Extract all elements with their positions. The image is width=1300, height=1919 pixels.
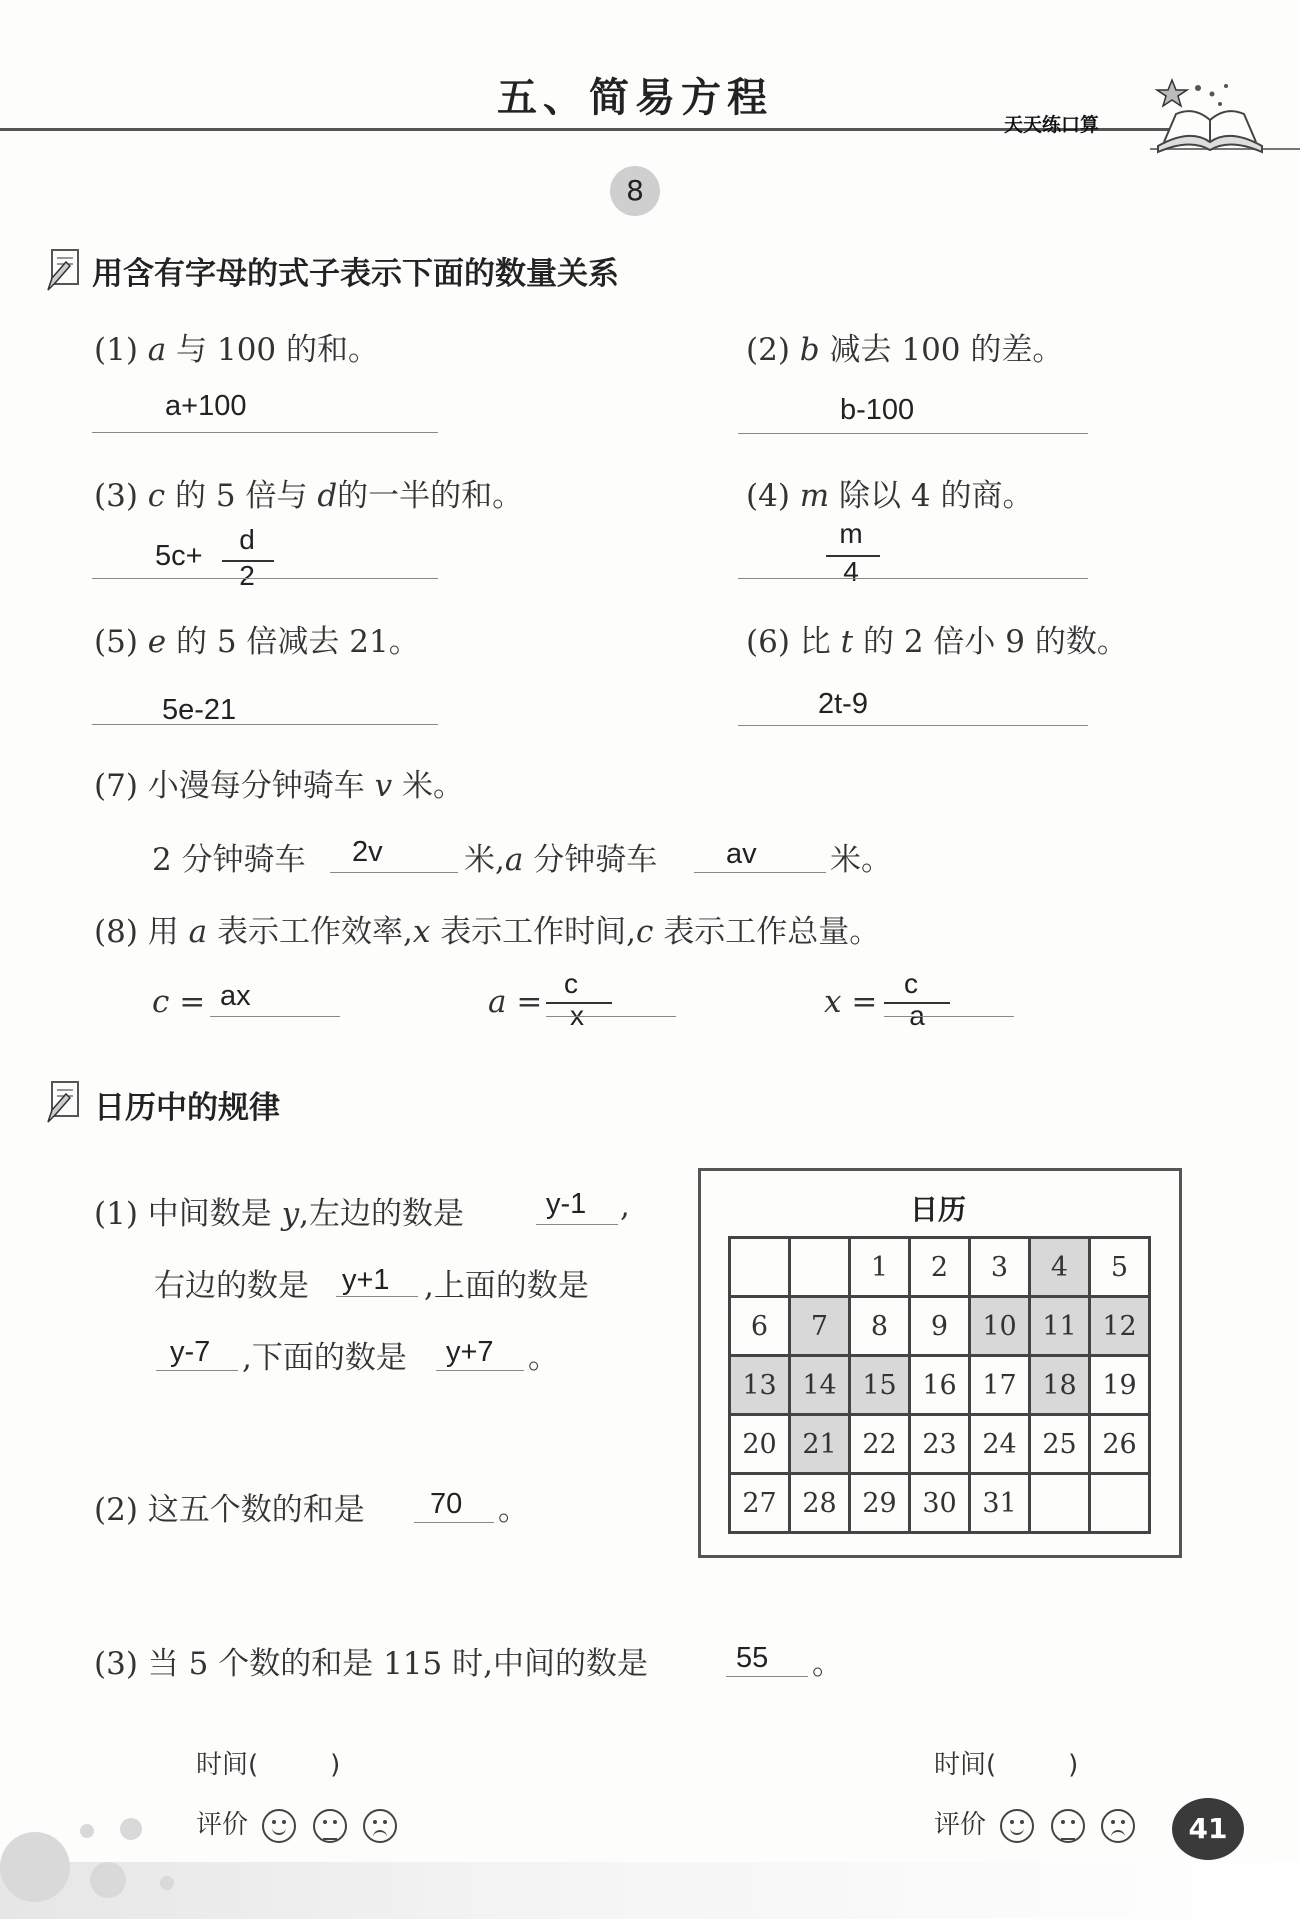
decor-dot xyxy=(120,1818,142,1840)
answer-line-right xyxy=(336,1296,418,1297)
answer-line-middle xyxy=(726,1676,808,1677)
formula-a-label: a = xyxy=(488,984,543,1020)
calendar-cell: 4 xyxy=(1030,1238,1090,1297)
answer-line-up xyxy=(156,1370,238,1371)
calendar-cell: 8 xyxy=(850,1297,910,1356)
answer-1: a+100 xyxy=(165,390,247,422)
answer-line-3 xyxy=(92,578,438,579)
calendar-grid xyxy=(728,1236,1151,1534)
calendar-question-1-line3: ,下面的数是 xyxy=(242,1340,407,1376)
happy-face-icon[interactable] xyxy=(1000,1809,1034,1843)
calendar-row xyxy=(730,1474,1150,1533)
answer-8-a-numerator: c xyxy=(564,968,578,999)
answer-sum: 70 xyxy=(430,1488,463,1520)
answer-8-a-denominator: x xyxy=(570,1000,584,1031)
question-1: (1) a 与 100 的和。 xyxy=(94,332,380,368)
pencil-note-icon xyxy=(44,248,82,292)
calendar-row xyxy=(730,1238,1150,1297)
calendar-cell: 28 xyxy=(790,1474,850,1533)
period: 。 xyxy=(528,1340,559,1376)
question-8: (8) 用 a 表示工作效率,x 表示工作时间,c 表示工作总量。 xyxy=(94,914,881,950)
answer-2: b-100 xyxy=(840,394,915,426)
calendar-cell: 16 xyxy=(910,1356,970,1415)
answer-line-7b xyxy=(694,872,826,873)
answer-4-numerator: m xyxy=(839,518,863,549)
calendar-cell: 3 xyxy=(970,1238,1030,1297)
calendar-cell: 5 xyxy=(1090,1238,1150,1297)
calendar-row xyxy=(730,1356,1150,1415)
calendar-cell xyxy=(730,1238,790,1297)
answer-line-2 xyxy=(738,433,1088,434)
answer-line-1 xyxy=(92,432,438,433)
answer-8-x-denominator: a xyxy=(909,1000,925,1031)
calendar-cell: 14 xyxy=(790,1356,850,1415)
question-7-line2d: 米。 xyxy=(830,842,892,878)
calendar-cell: 31 xyxy=(970,1474,1030,1533)
formula-c-label: c = xyxy=(152,984,206,1020)
calendar-cell: 10 xyxy=(970,1297,1030,1356)
decor-dot xyxy=(0,1832,70,1902)
answer-line-6 xyxy=(738,725,1088,726)
question-5: (5) e 的 5 倍减去 21。 xyxy=(94,624,420,660)
calendar-question-1-line2a: 右边的数是 xyxy=(154,1268,309,1304)
decor-dot xyxy=(90,1862,126,1898)
question-6: (6) 比 t 的 2 倍小 9 的数。 xyxy=(746,624,1128,660)
calendar-cell: 2 xyxy=(910,1238,970,1297)
answer-left-number: y-1 xyxy=(546,1188,587,1220)
calendar-cell: 27 xyxy=(730,1474,790,1533)
sad-face-icon[interactable] xyxy=(1101,1809,1135,1843)
time-label-right: 时间( ) xyxy=(934,1750,1079,1780)
answer-5: 5e-21 xyxy=(162,694,237,726)
calendar-cell: 1 xyxy=(850,1238,910,1297)
calendar-cell: 13 xyxy=(730,1356,790,1415)
answer-line-7a xyxy=(330,872,458,873)
decor-dot xyxy=(160,1876,174,1890)
calendar-cell xyxy=(1090,1474,1150,1533)
page-number: 41 xyxy=(1172,1798,1244,1860)
calendar-cell: 15 xyxy=(850,1356,910,1415)
answer-line-left xyxy=(536,1224,618,1225)
section-title: 日历中的规律 xyxy=(94,1090,280,1126)
open-book-icon xyxy=(1150,76,1270,156)
answer-6: 2t-9 xyxy=(818,688,868,720)
calendar-cell: 17 xyxy=(970,1356,1030,1415)
neutral-face-icon[interactable] xyxy=(313,1809,347,1843)
answer-line-5 xyxy=(92,724,438,725)
question-4: (4) m 除以 4 的商。 xyxy=(746,478,1034,514)
calendar-cell: 19 xyxy=(1090,1356,1150,1415)
calendar-question-2: (2) 这五个数的和是 xyxy=(94,1492,365,1528)
header-rule xyxy=(0,128,1170,131)
answer-line-sum xyxy=(414,1522,494,1523)
calendar-row xyxy=(730,1297,1150,1356)
calendar-cell: 7 xyxy=(790,1297,850,1356)
answer-line-8x xyxy=(884,1016,1014,1017)
comma: , xyxy=(620,1188,630,1224)
calendar-cell: 12 xyxy=(1090,1297,1150,1356)
calendar-cell: 24 xyxy=(970,1415,1030,1474)
happy-face-icon[interactable] xyxy=(262,1809,296,1843)
calendar-question-3: (3) 当 5 个数的和是 115 时,中间的数是 xyxy=(94,1646,648,1682)
answer-7b: av xyxy=(726,838,757,870)
calendar-cell: 9 xyxy=(910,1297,970,1356)
period: 。 xyxy=(498,1492,529,1528)
calendar-cell: 29 xyxy=(850,1474,910,1533)
calendar-cell: 20 xyxy=(730,1415,790,1474)
calendar-cell xyxy=(1030,1474,1090,1533)
question-3: (3) c 的 5 倍与 d的一半的和。 xyxy=(94,478,524,514)
calendar-cell: 18 xyxy=(1030,1356,1090,1415)
brand-label: 天天练口算 xyxy=(1004,114,1100,136)
decor-dot xyxy=(80,1824,94,1838)
answer-right-number: y+1 xyxy=(342,1264,390,1296)
chapter-title: 五、简易方程 xyxy=(497,75,773,121)
calendar-question-1-line2b: ,上面的数是 xyxy=(424,1268,589,1304)
answer-down-number: y+7 xyxy=(446,1336,494,1368)
time-label-left: 时间( ) xyxy=(196,1750,341,1780)
calendar-cell: 26 xyxy=(1090,1415,1150,1474)
question-7: (7) 小漫每分钟骑车 v 米。 xyxy=(94,768,465,804)
calendar-cell xyxy=(790,1238,850,1297)
answer-3-prefix: 5c+ xyxy=(155,540,203,572)
calendar-cell: 11 xyxy=(1030,1297,1090,1356)
answer-line-8a xyxy=(546,1016,676,1017)
calendar-cell: 23 xyxy=(910,1415,970,1474)
question-7-line2b: 米,a 分钟骑车 xyxy=(464,842,658,878)
calendar-title: 日历 xyxy=(909,1193,966,1226)
answer-4-denominator: 4 xyxy=(843,556,859,587)
formula-x-label: x = xyxy=(824,984,878,1020)
section-title: 用含有字母的式子表示下面的数量关系 xyxy=(92,256,619,292)
calendar-cell: 22 xyxy=(850,1415,910,1474)
answer-middle: 55 xyxy=(736,1642,769,1674)
evaluation-right: 评价 xyxy=(934,1804,1143,1843)
answer-3-numerator: d xyxy=(239,524,255,555)
calendar-row xyxy=(730,1415,1150,1474)
question-2: (2) b 减去 100 的差。 xyxy=(746,332,1064,368)
calendar-cell: 30 xyxy=(910,1474,970,1533)
answer-line-4 xyxy=(738,578,1088,579)
answer-up-number: y-7 xyxy=(170,1336,211,1368)
footer-band xyxy=(0,1862,1300,1919)
answer-7a: 2v xyxy=(352,836,383,868)
pencil-note-icon xyxy=(44,1080,82,1124)
answer-8-x-numerator: c xyxy=(904,968,918,999)
question-7-line2a: 2 分钟骑车 xyxy=(152,842,306,878)
answer-line-down xyxy=(436,1370,524,1371)
sad-face-icon[interactable] xyxy=(363,1809,397,1843)
period: 。 xyxy=(812,1646,843,1682)
lesson-number-badge: 8 xyxy=(610,166,660,216)
answer-8-c: ax xyxy=(220,980,251,1012)
evaluation-left: 评价 xyxy=(196,1804,405,1843)
answer-3-denominator: 2 xyxy=(239,560,255,591)
calendar-cell: 21 xyxy=(790,1415,850,1474)
calendar-question-1: (1) 中间数是 y,左边的数是 xyxy=(94,1196,465,1232)
calendar-cell: 6 xyxy=(730,1297,790,1356)
calendar-cell: 25 xyxy=(1030,1415,1090,1474)
neutral-face-icon[interactable] xyxy=(1051,1809,1085,1843)
answer-line-8c xyxy=(210,1016,340,1017)
